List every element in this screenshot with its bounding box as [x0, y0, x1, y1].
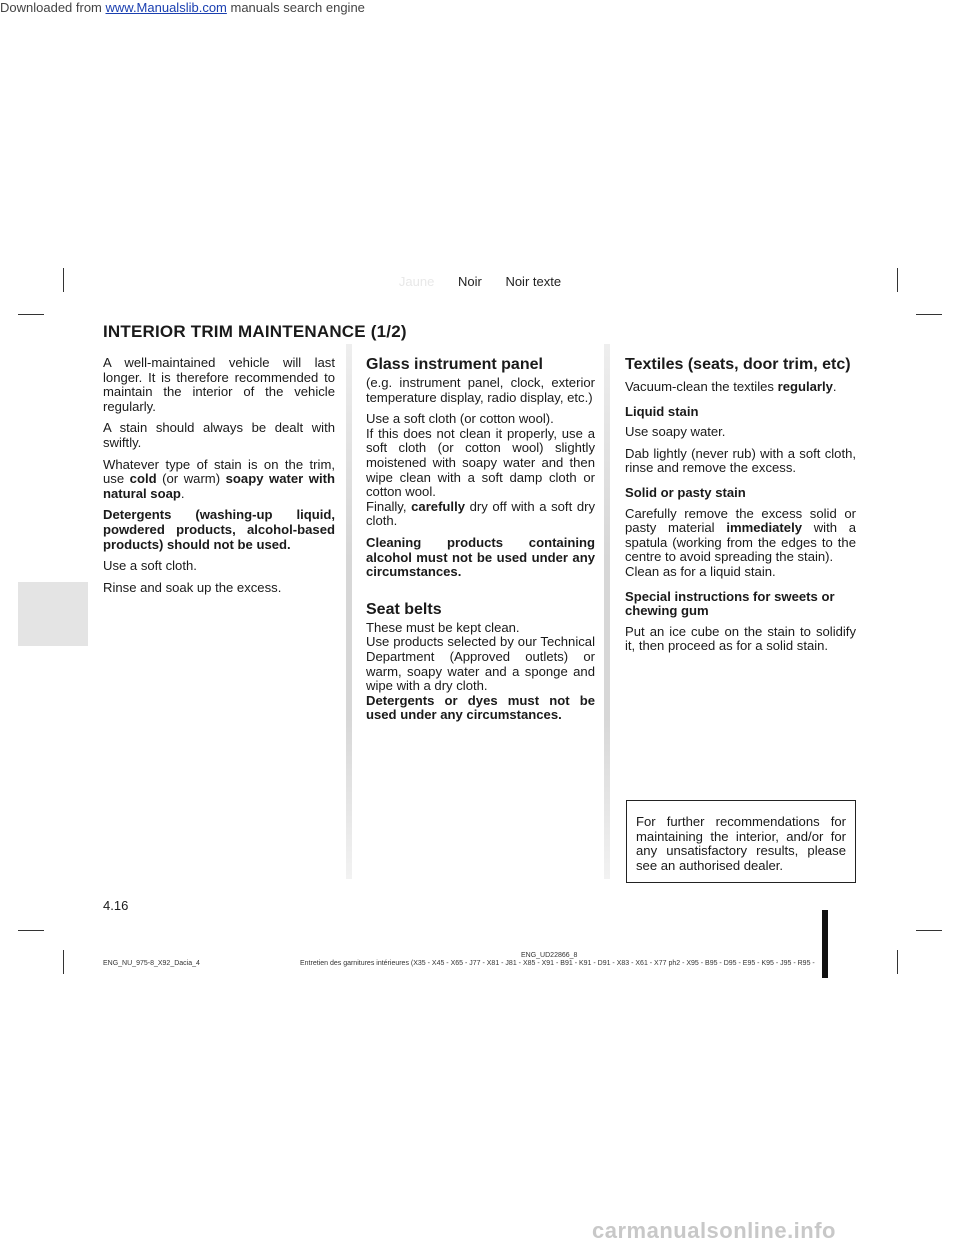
footer-ref-code: ENG_UD22866_8	[521, 952, 578, 959]
crop-mark	[18, 314, 44, 315]
column-divider	[346, 344, 352, 879]
section-tab	[18, 582, 88, 646]
dealer-note-box: For further recommendations for maintaining the interior, and/or for any unsatisfactory results, please see an authorised dealer.	[626, 800, 856, 883]
column-intro: A well-maintained vehicle will last longer. It is therefore recommended to maintain the interior of the vehicle regularly. A stain should always be dealt with swiftly. Whatever type of stain is on the trim, use cold (or warm) soapy water with natural soap. Detergents (washing-up liquid, powdered products, alcohol-based products) should not be used. Use a soft cloth. Rinse and soak up the excess.	[103, 355, 335, 595]
column-divider	[604, 344, 610, 879]
page-title: INTERIOR TRIM MAINTENANCE (1/2)	[103, 322, 407, 341]
crop-mark	[897, 950, 898, 974]
heading-glass-panel: Glass instrument panel	[366, 356, 543, 373]
chapter-end-bar	[822, 910, 828, 978]
heading-special-instructions: Special instructions for sweets or chewing gum	[625, 588, 835, 619]
download-banner: Downloaded from www.Manualslib.com manuals search engine	[0, 0, 365, 15]
page-number: 4.16	[103, 898, 129, 913]
heading-seat-belts: Seat belts	[366, 600, 442, 618]
column-glass-seatbelts: Glass instrument panel (e.g. instrument panel, clock, exterior temperature display, radio display, etc.) Use a soft cloth (or cotton wool). If this does not clean it properly, use a soft cloth (or cotton wool) slightly moistened with soapy water and then wipe clean with a soft damp cloth or cotton wool. Finally, carefully dry off with a soft dry cloth. Cleaning products containing alcohol must not be used under any circumstances. Seat belts These must be kept clean. Use products selected by our Technical Department (Approved outlets) or warm, soapy water and a sponge and wipe with a dry cloth. Detergents or dyes must not be used under any circumstances.	[366, 356, 596, 723]
crop-mark	[18, 930, 44, 931]
heading-textiles: Textiles (seats, door trim, etc)	[625, 356, 851, 373]
column-textiles: Textiles (seats, door trim, etc) Vacuum-clean the textiles regularly. Liquid stain Use soapy water. Dab lightly (never rub) with a soft cloth, rinse and remove the excess. Solid or pasty stain Carefully remove the excess solid or pasty material immediately with a spatula (working from the edges to the centre to avoid spreading the stain). Clean as for a liquid stain. Special instructions for sweets or chewing gum Put an ice cube on the stain to solidify it, then proceed as for a solid stain.	[625, 356, 856, 654]
watermark: carmanualsonline.info	[592, 1218, 836, 1243]
footer-doc-code: ENG_NU_975-8_X92_Dacia_4	[103, 960, 200, 967]
footer-section-info: Entretien des garnitures intérieures (X35 - X45 - X65 - J77 - X81 - J81 - X85 - X91 - B91 - K91 - D91 - X83 - X61 - X77 ph2 - X95 - B95 - D95 - E95 - K95 - J95 - R95 -	[300, 960, 815, 967]
crop-mark	[63, 950, 64, 974]
heading-liquid-stain: Liquid stain	[625, 403, 699, 419]
color-separation-labels: Jaune Noir Noir texte	[398, 274, 562, 289]
heading-solid-stain: Solid or pasty stain	[625, 484, 746, 500]
crop-mark	[916, 314, 942, 315]
crop-mark	[916, 930, 942, 931]
manualslib-link[interactable]: www.Manualslib.com	[105, 0, 227, 15]
